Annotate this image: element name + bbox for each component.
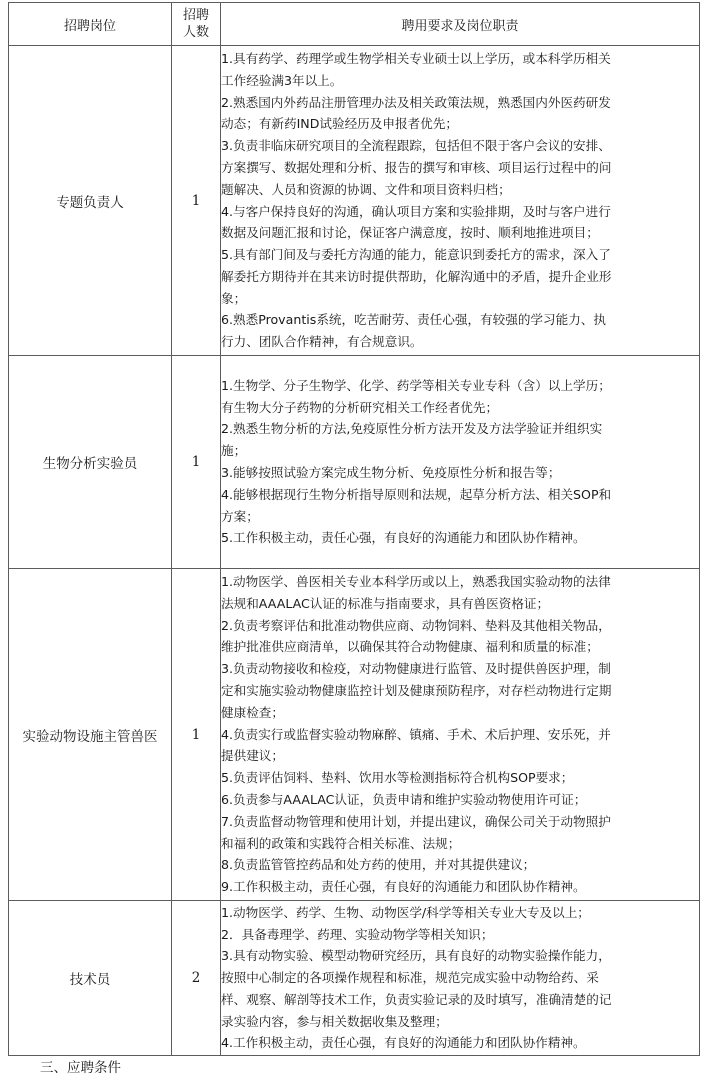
position-cell: 技术员	[9, 901, 172, 1056]
requirement-line: 工作经验满3年以上。	[221, 72, 343, 88]
requirement-line: 4.工作积极主动，责任心强，有良好的沟通能力和团队协作精神。	[221, 1035, 586, 1051]
header-requirements: 聘用要求及岗位职责	[221, 3, 700, 46]
header-count	[172, 3, 221, 46]
requirement-line: 2.熟悉生物分析的方法,免疫原性分析方法开发及方法学验证并组织实	[221, 421, 603, 437]
requirement-line: 2.熟悉国内外药品注册管理办法及相关政策法规，熟悉国内外医药研发	[221, 94, 611, 110]
requirement-line: 动态；有新药IND试验经历及申报者优先；	[221, 116, 458, 132]
count-cell: 1	[172, 46, 221, 356]
table-header-row	[9, 3, 700, 46]
recruitment-table	[8, 2, 700, 1056]
requirement-line: 8.负责监管管控药品和处方药的使用，并对其提供建议；	[221, 857, 536, 873]
requirement-line: 题解决、人员和资源的协调、文件和项目资料归档；	[221, 181, 511, 197]
header-position: 招聘岗位	[9, 3, 172, 46]
requirement-line: 1.生物学、分子生物学、化学、药学等相关专业专科（含）以上学历；	[221, 377, 611, 393]
requirement-line: 6.负责参与AAALAC认证，负责申请和维护实验动物使用许可证；	[221, 791, 587, 807]
requirements-cell	[221, 356, 700, 569]
table-row	[9, 901, 700, 1056]
requirement-line: 4.负责实行或监督实验动物麻醉、镇痛、手术、术后护理、安乐死，并	[221, 726, 611, 742]
requirement-line: 4.与客户保持良好的沟通，确认项目方案和实验排期，及时与客户进行	[221, 203, 611, 219]
section-heading: 三、应聘条件	[40, 1060, 121, 1076]
requirement-line: 5.工作积极主动，责任心强，有良好的沟通能力和团队协作精神。	[221, 530, 586, 546]
requirement-line: 提供建议；	[221, 748, 284, 764]
count-cell: 1	[172, 569, 221, 901]
requirement-line: 1.动物医学、药学、生物、动物医学/科学等相关专业大专及以上；	[221, 904, 590, 920]
count-cell: 2	[172, 901, 221, 1056]
requirement-line: 解委托方期待并在其来访时提供帮助，化解沟通中的矛盾，提升企业形	[221, 268, 612, 284]
requirement-line: 数据及问题汇报和讨论，保证客户满意度，按时、顺利地推进项目；	[221, 225, 599, 241]
requirement-line: 2．具备毒理学、药理、实验动物学等相关知识；	[221, 926, 494, 942]
requirement-line: 方案撰写、数据处理和分析、报告的撰写和审核、项目运行过程中的问	[221, 159, 612, 175]
table-row	[9, 356, 700, 569]
position-cell: 专题负责人	[9, 46, 172, 356]
requirements-cell	[221, 46, 700, 356]
requirement-line: 施；	[221, 443, 247, 459]
requirement-line: 1.具有药学、药理学或生物学相关专业硕士以上学历，或本科学历相关	[221, 50, 611, 66]
requirement-line: 有生物大分子药物的分析研究相关工作经者优先；	[221, 399, 499, 415]
requirement-line: 3.具有动物实验、模型动物研究经历，具有良好的动物实验操作能力，	[221, 948, 611, 964]
requirement-line: 行力、团队合作精神，有合规意识。	[221, 334, 423, 350]
requirement-line: 法规和AAALAC认证的标准与指南要求，具有兽医资格证；	[221, 595, 550, 611]
position-cell: 生物分析实验员	[9, 356, 172, 569]
requirement-line: 样、观察、解剖等技术工作，负责实验记录的及时填写，准确清楚的记	[221, 991, 612, 1007]
requirement-line: 和福利的政策和实践符合相关标准、法规；	[221, 835, 461, 851]
requirement-line: 7.负责监督动物管理和使用计划，并提出建议，确保公司关于动物照护	[221, 813, 611, 829]
table-row	[9, 46, 700, 356]
requirement-line: 2.负责考察评估和批准动物供应商、动物饲料、垫料及其他相关物品，	[221, 617, 611, 633]
requirement-line: 方案；	[221, 508, 259, 524]
requirements-cell	[221, 569, 700, 901]
requirement-line: 定和实施实验动物健康监控计划及健康预防程序，对存栏动物进行定期	[221, 683, 612, 698]
requirement-line: 健康检查；	[221, 704, 284, 720]
requirement-line: 5.具有部门间及与委托方沟通的能力，能意识到委托方的需求，深入了	[221, 247, 611, 263]
header-count-line2: 人数	[182, 25, 209, 40]
requirement-line: 5.负责评估饲料、垫料、饮用水等检测指标符合机构SOP要求；	[221, 770, 574, 786]
requirements-cell	[221, 901, 700, 1056]
requirement-line: 9.工作积极主动，责任心强，有良好的沟通能力和团队协作精神。	[221, 879, 586, 895]
requirement-line: 1.动物医学、兽医相关专业本科学历或以上，熟悉我国实验动物的法律	[221, 574, 611, 590]
requirement-line: 4.能够根据现行生物分析指导原则和法规，起草分析方法、相关SOP和	[221, 486, 612, 502]
requirement-line: 3.负责非临床研究项目的全流程跟踪，包括但不限于客户会议的安排、	[221, 138, 611, 154]
requirement-line: 6.熟悉Provantis系统，吃苦耐劳、责任心强，有较强的学习能力、执	[221, 312, 606, 328]
requirement-line: 象；	[221, 290, 247, 306]
position-cell: 实验动物设施主管兽医	[9, 569, 172, 901]
requirement-line: 按照中心制定的各项操作规程和标准，规范完成实验中动物给药、采	[221, 970, 599, 986]
header-count-line1: 招聘	[182, 8, 209, 23]
count-cell: 1	[172, 356, 221, 569]
requirement-line: 3.负责动物接收和检疫，对动物健康进行监管、及时提供兽医护理，制	[221, 661, 611, 677]
requirement-line: 维护批准供应商清单，以确保其符合动物健康、福利和质量的标准；	[221, 639, 599, 655]
requirement-line: 3.能够按照试验方案完成生物分析、免疫原性分析和报告等；	[221, 465, 561, 480]
requirement-line: 录实验内容，参与相关数据收集及整理；	[221, 1013, 448, 1029]
table-row	[9, 569, 700, 901]
